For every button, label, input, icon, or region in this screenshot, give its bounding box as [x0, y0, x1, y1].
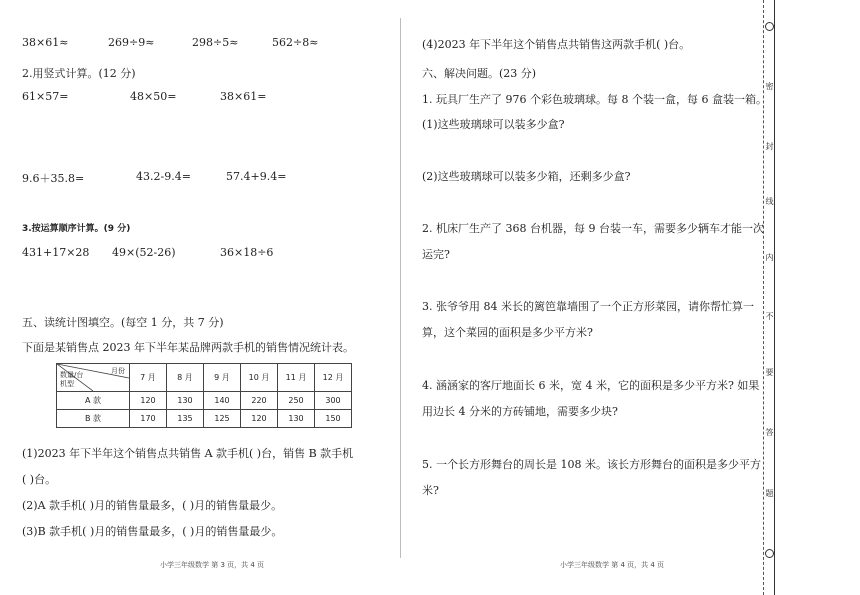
problem-4-line-1: 4. 涵涵家的客厅地面长 6 米，宽 4 米，它的面积是多少平方米? 如果	[422, 379, 760, 392]
binding-char: 线	[765, 197, 774, 206]
estimate-item-2: 269÷9≈	[108, 36, 155, 49]
binding-char: 内	[765, 253, 774, 262]
month-header: 12 月	[315, 364, 352, 392]
order-calc-2: 49×(52-26)	[112, 246, 176, 259]
estimate-item-3: 298÷5≈	[192, 36, 239, 49]
table-cell: 300	[315, 392, 352, 410]
section-2-title: 2.用竖式计算。(12 分)	[22, 67, 136, 80]
binding-dashed-line	[763, 0, 764, 595]
table-cell: 120	[130, 392, 167, 410]
table-cell: 135	[167, 410, 204, 428]
binding-char: 要	[765, 368, 774, 377]
binding-char: 封	[765, 142, 774, 151]
problem-5-line-2: 米?	[422, 484, 439, 497]
problem-1-sub-1: (1)这些玻璃球可以装多少盒?	[422, 118, 565, 131]
binding-circle	[765, 22, 774, 31]
sales-table	[56, 363, 352, 428]
binding-char: 答	[765, 428, 774, 437]
vertical-calc-5: 43.2-9.4=	[136, 170, 191, 183]
table-cell: 130	[167, 392, 204, 410]
binding-circle	[765, 549, 774, 558]
problem-2-line-2: 运完?	[422, 248, 450, 261]
month-header: 7 月	[130, 364, 167, 392]
problem-5-line-1: 5. 一个长方形舞台的周长是 108 米。该长方形舞台的面积是多少平方	[422, 458, 761, 471]
vertical-calc-4: 9.6＋35.8=	[22, 172, 85, 185]
table-header-row	[57, 364, 352, 392]
order-calc-1: 431+17×28	[22, 246, 90, 259]
month-header: 10 月	[241, 364, 278, 392]
binding-char: 题	[765, 489, 774, 498]
part-5-intro: 下面是某销售点 2023 年下半年某品牌两款手机的销售情况统计表。	[22, 341, 354, 354]
part-6-title: 六、解决问题。(23 分)	[422, 67, 537, 80]
estimate-item-4: 562÷8≈	[272, 36, 319, 49]
problem-4-line-2: 用边长 4 分米的方砖铺地，需要多少块?	[422, 405, 618, 418]
binding-solid-line	[774, 0, 775, 595]
table-cell: 140	[204, 392, 241, 410]
table-cell: 130	[278, 410, 315, 428]
corner-label-model: 机型	[60, 380, 74, 388]
table-row	[57, 392, 352, 410]
left-page-footer: 小学三年级数学 第 3 页，共 4 页	[160, 561, 265, 569]
binding-char: 密	[765, 82, 774, 91]
question-4: (4)2023 年下半年这个销售点共销售这两款手机( )台。	[422, 38, 691, 51]
table-cell: 250	[278, 392, 315, 410]
table-cell: 125	[204, 410, 241, 428]
vertical-calc-3: 38×61=	[220, 90, 267, 103]
table-cell: 220	[241, 392, 278, 410]
order-calc-3: 36×18÷6	[220, 246, 274, 259]
row-label: A 款	[57, 392, 130, 410]
vertical-calc-6: 57.4+9.4=	[226, 170, 287, 183]
estimate-item-1: 38×61≈	[22, 36, 69, 49]
question-2: (2)A 款手机( )月的销售量最多，( )月的销售量最少。	[22, 499, 283, 512]
right-page-footer: 小学三年级数学 第 4 页，共 4 页	[560, 561, 665, 569]
month-header: 11 月	[278, 364, 315, 392]
problem-3-line-1: 3. 张爷爷用 84 米长的篱笆靠墙围了一个正方形菜园，请你帮忙算一	[422, 300, 754, 313]
page-divider	[400, 18, 401, 558]
table-cell: 170	[130, 410, 167, 428]
vertical-calc-1: 61×57=	[22, 90, 69, 103]
problem-1-sub-2: (2)这些玻璃球可以装多少箱，还剩多少盒?	[422, 170, 631, 183]
table-corner-cell	[57, 364, 130, 392]
question-1-line-1: (1)2023 年下半年这个销售点共销售 A 款手机( )台，销售 B 款手机	[22, 447, 354, 460]
problem-3-line-2: 算，这个菜园的面积是多少平方米?	[422, 326, 593, 339]
corner-label-month: 月份	[111, 367, 125, 375]
question-3: (3)B 款手机( )月的销售量最多，( )月的销售量最少。	[22, 525, 283, 538]
month-header: 8 月	[167, 364, 204, 392]
part-5-title: 五、读统计图填空。(每空 1 分，共 7 分)	[22, 316, 224, 329]
table-row	[57, 410, 352, 428]
table-cell: 150	[315, 410, 352, 428]
corner-label-quantity: 数量/台	[60, 371, 84, 379]
row-label: B 款	[57, 410, 130, 428]
vertical-calc-2: 48×50=	[130, 90, 177, 103]
problem-1: 1. 玩具厂生产了 976 个彩色玻璃球。每 8 个装一盒，每 6 盒装一箱。	[422, 93, 767, 106]
section-3-title: 3.按运算顺序计算。(9 分)	[22, 224, 131, 234]
table-cell: 120	[241, 410, 278, 428]
binding-char: 不	[765, 312, 774, 321]
month-header: 9 月	[204, 364, 241, 392]
problem-2-line-1: 2. 机床厂生产了 368 台机器，每 9 台装一车，需要多少辆车才能一次	[422, 222, 764, 235]
question-1-line-2: ( )台。	[22, 473, 57, 486]
